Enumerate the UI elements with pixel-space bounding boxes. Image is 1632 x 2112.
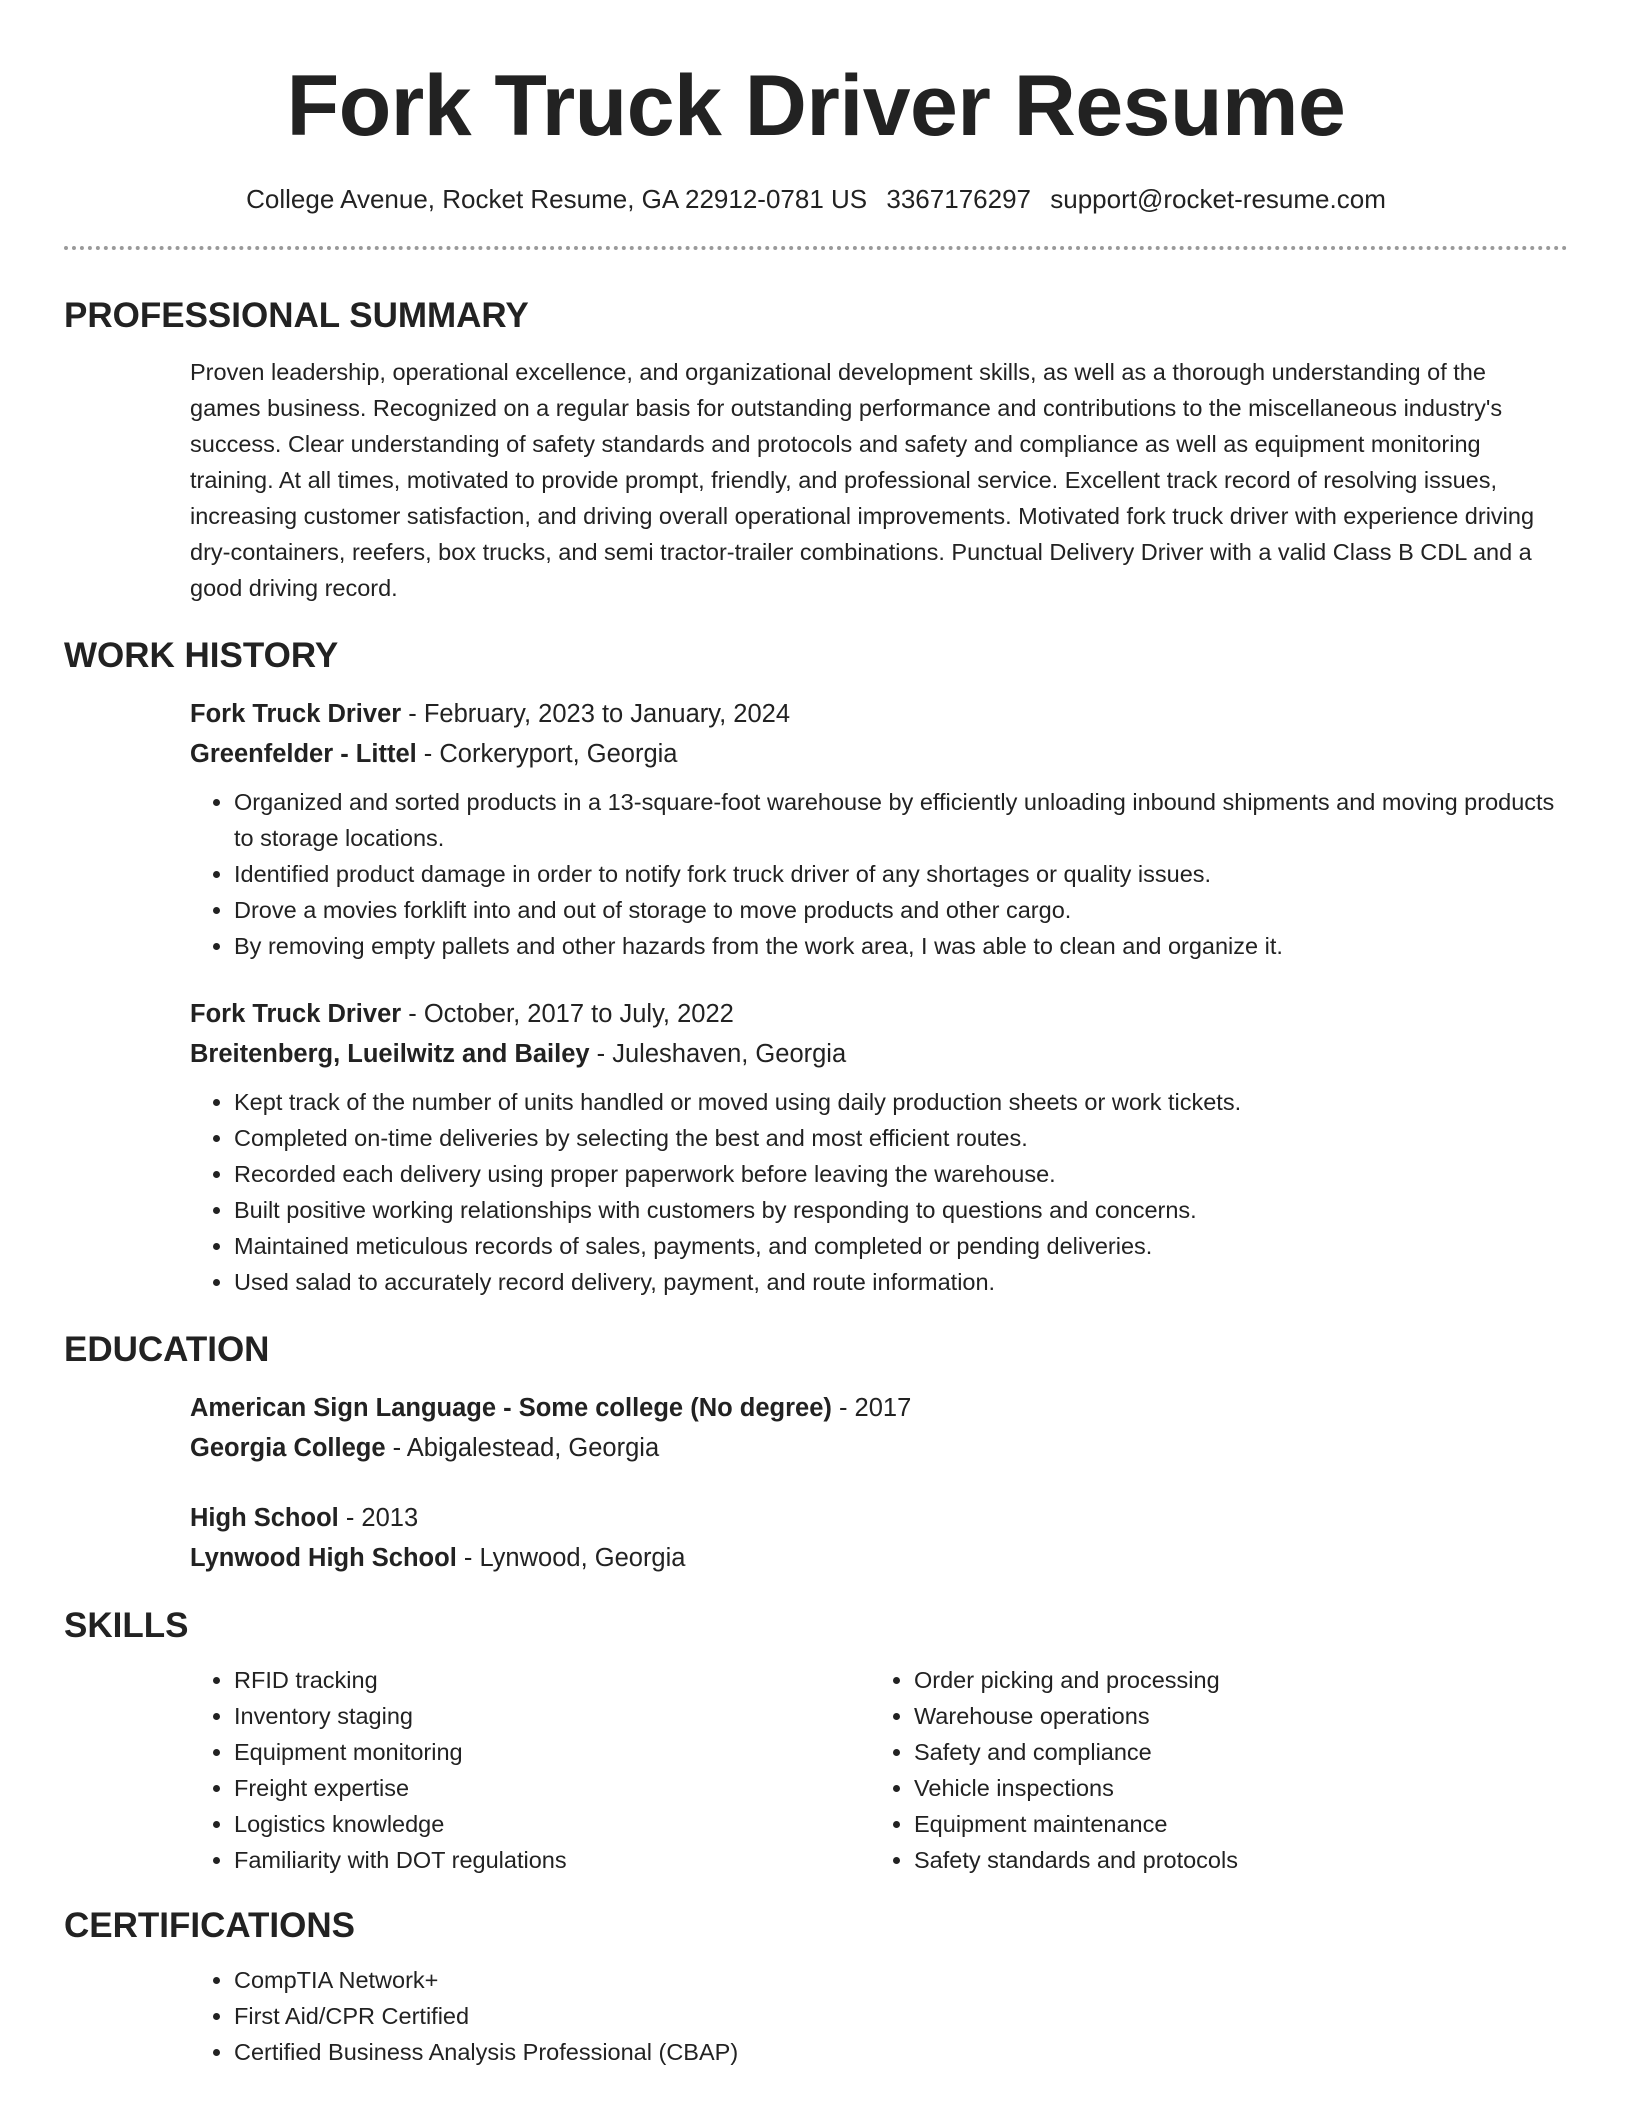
skill-item: • Equipment monitoring	[234, 1734, 870, 1770]
skill-item: • Inventory staging	[234, 1698, 870, 1734]
education-degree-line	[190, 1388, 1562, 1428]
education-degree-line	[190, 1498, 1562, 1538]
job-bullet: • Drove a movies forklift into and out of storage to move products and other cargo.	[234, 892, 1562, 928]
certification-item: • Certified Business Analysis Professional (CBAP)	[234, 2034, 1562, 2070]
job-bullet: • Identified product damage in order to notify fork truck driver of any shortages or quality issues.	[234, 856, 1562, 892]
resume-title: Fork Truck Driver Resume	[286, 58, 1346, 154]
education-location: - Abigalestead, Georgia	[385, 1434, 660, 1462]
skills-section	[190, 1662, 1562, 1878]
education-entry	[190, 1388, 1562, 1468]
summary-section	[190, 354, 1562, 606]
job-bullet: • Completed on-time deliveries by selecting the best and most efficient routes.	[234, 1120, 1562, 1156]
skills-grid	[190, 1662, 1562, 1878]
job-bullet: • Built positive working relationships with customers by responding to questions and concerns.	[234, 1192, 1562, 1228]
job-location: - Juleshaven, Georgia	[589, 1040, 847, 1068]
education-school: Lynwood High School	[190, 1544, 457, 1572]
work-history-heading: WORK HISTORY	[64, 636, 339, 675]
contact-line	[64, 182, 1568, 216]
job-bullet: • Kept track of the number of units handled or moved using daily production sheets or work tickets.	[234, 1084, 1562, 1120]
education-school-line	[190, 1428, 1562, 1468]
job-title: Fork Truck Driver	[190, 700, 402, 728]
summary-heading: PROFESSIONAL SUMMARY	[64, 296, 529, 335]
summary-text: Proven leadership, operational excellence, and organizational development skills, as well as a thorough understanding of the games business. Recognized on a regular basis for outstanding performance and contributions to the miscellaneous industry's success. Clear understanding of safety standards and protocols and safety and compliance as well as equipment monitoring training. At all times, motivated to provide prompt, friendly, and professional service. Excellent track record of resolving issues, increasing customer satisfaction, and driving overall operational improvements. Motivated fork truck driver with experience driving dry-containers, reefers, box trucks, and semi tractor-trailer combinations. Punctual Delivery Driver with a valid Class B CDL and a good driving record.	[190, 359, 1535, 601]
skills-column-right	[870, 1662, 1550, 1878]
job-employer: Breitenberg, Lueilwitz and Bailey	[190, 1040, 590, 1068]
work-history-section	[190, 694, 1562, 1300]
certification-item: • CompTIA Network+	[234, 1962, 1562, 1998]
job-entry	[190, 694, 1562, 964]
education-heading: EDUCATION	[64, 1330, 270, 1369]
skill-item: • Vehicle inspections	[914, 1770, 1550, 1806]
header-divider	[64, 246, 1568, 250]
certifications-list	[190, 1962, 1562, 2070]
job-dates: - October, 2017 to July, 2022	[401, 1000, 734, 1028]
job-bullet: • Organized and sorted products in a 13-square-foot warehouse by efficiently unloading inbound shipments and moving products to storage locations.	[234, 784, 1562, 856]
skill-item: • Familiarity with DOT regulations	[234, 1842, 870, 1878]
education-school-line	[190, 1538, 1562, 1578]
job-bullets	[190, 1084, 1562, 1300]
resume-page	[64, 0, 1568, 2070]
education-location: - Lynwood, Georgia	[456, 1544, 686, 1572]
education-section	[190, 1388, 1562, 1578]
education-degree: High School	[190, 1504, 339, 1532]
job-title: Fork Truck Driver	[190, 1000, 402, 1028]
skill-item: • Logistics knowledge	[234, 1806, 870, 1842]
education-year: - 2017	[831, 1394, 912, 1422]
skill-item: • Order picking and processing	[914, 1662, 1550, 1698]
job-bullets	[190, 784, 1562, 964]
job-title-line	[190, 994, 1562, 1034]
skills-list	[190, 1662, 870, 1878]
job-bullet: • Maintained meticulous records of sales, payments, and completed or pending deliveries.	[234, 1228, 1562, 1264]
skills-column-left	[190, 1662, 870, 1878]
certifications-heading: CERTIFICATIONS	[64, 1906, 356, 1945]
skill-item: • Safety standards and protocols	[914, 1842, 1550, 1878]
certifications-section	[190, 1962, 1562, 2070]
skill-item: • Warehouse operations	[914, 1698, 1550, 1734]
job-employer-line	[190, 1034, 1562, 1074]
job-employer-line	[190, 734, 1562, 774]
job-bullet: • By removing empty pallets and other hazards from the work area, I was able to clean and organize it.	[234, 928, 1562, 964]
job-dates: - February, 2023 to January, 2024	[401, 700, 791, 728]
skill-item: • Equipment maintenance	[914, 1806, 1550, 1842]
job-title-line	[190, 694, 1562, 734]
skills-list	[870, 1662, 1550, 1878]
job-bullet: • Used salad to accurately record delivery, payment, and route information.	[234, 1264, 1562, 1300]
education-degree: American Sign Language - Some college (No degree)	[190, 1394, 832, 1422]
job-location: - Corkeryport, Georgia	[416, 740, 678, 768]
contact-phone: 3367176297	[886, 184, 1031, 214]
education-year: - 2013	[338, 1504, 419, 1532]
job-bullet: • Recorded each delivery using proper paperwork before leaving the warehouse.	[234, 1156, 1562, 1192]
contact-address: College Avenue, Rocket Resume, GA 22912-0781 US	[246, 184, 868, 214]
education-entry	[190, 1498, 1562, 1578]
job-employer: Greenfelder - Littel	[190, 740, 417, 768]
skill-item: • RFID tracking	[234, 1662, 870, 1698]
contact-email: support@rocket-resume.com	[1050, 184, 1386, 214]
job-entry	[190, 994, 1562, 1300]
skill-item: • Freight expertise	[234, 1770, 870, 1806]
education-school: Georgia College	[190, 1434, 386, 1462]
certification-item: • First Aid/CPR Certified	[234, 1998, 1562, 2034]
skill-item: • Safety and compliance	[914, 1734, 1550, 1770]
skills-heading: SKILLS	[64, 1606, 189, 1645]
